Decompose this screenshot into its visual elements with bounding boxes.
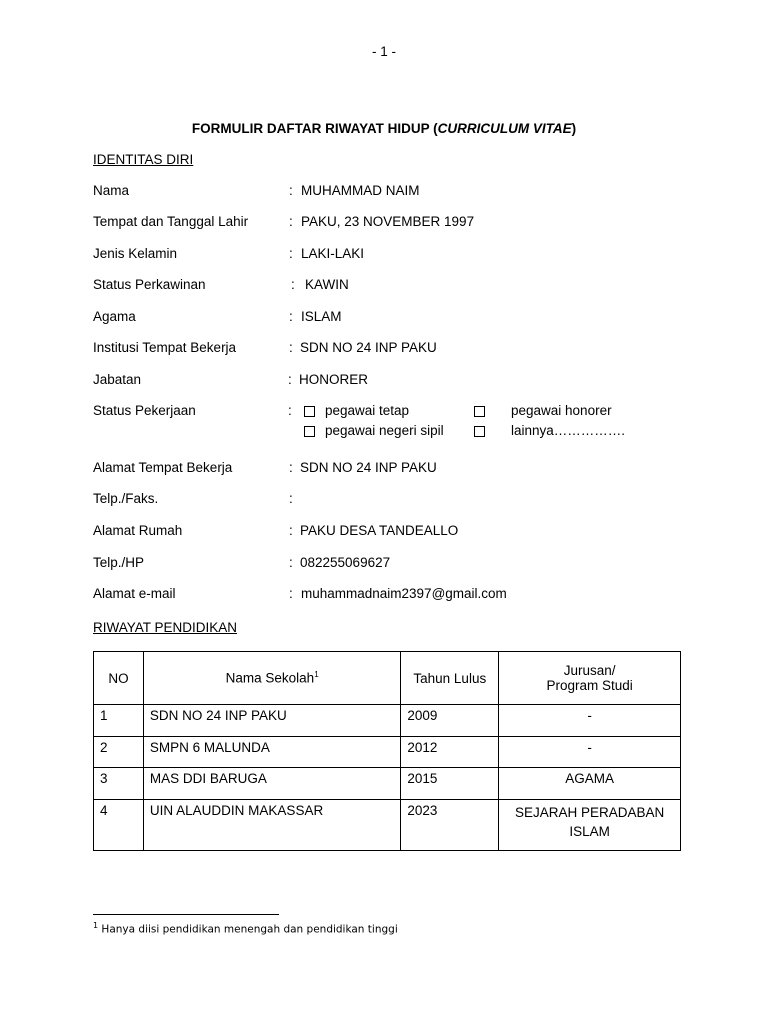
footnote — [93, 921, 398, 936]
field-row-telp-hp — [93, 555, 693, 575]
cell-school: MAS DDI BARUGA — [143, 768, 400, 800]
field-row-alamat-rumah — [93, 523, 693, 543]
field-row-status-pekerjaan — [93, 403, 693, 443]
header-major-line1: Jurusan/ — [563, 663, 616, 678]
field-value: muhammadnaim2397@gmail.com — [301, 586, 507, 601]
field-label: Status Pekerjaan — [93, 403, 196, 418]
checkbox-pegawai-negeri-sipil[interactable] — [304, 426, 315, 437]
cell-school: SMPN 6 MALUNDA — [143, 737, 400, 768]
field-value: KAWIN — [305, 277, 349, 292]
page-number: - 1 - — [371, 44, 396, 59]
title-italic: CURRICULUM VITAE — [437, 121, 572, 136]
field-label: Jenis Kelamin — [93, 246, 178, 261]
field-row-jenis-kelamin — [93, 246, 693, 266]
table-header-row — [94, 652, 681, 705]
cell-no: 2 — [94, 737, 144, 768]
checkbox-lainnya[interactable] — [474, 426, 485, 437]
cell-major-line1: - — [587, 708, 592, 723]
field-colon: : — [289, 555, 293, 570]
footnote-separator — [93, 914, 279, 915]
table-row — [94, 768, 681, 800]
cell-no: 1 — [94, 705, 144, 737]
field-value: MUHAMMAD NAIM — [301, 183, 420, 198]
cell-major — [499, 800, 681, 851]
field-label: Alamat Tempat Bekerja — [93, 460, 233, 475]
footnote-mark: 1 — [314, 670, 319, 680]
cell-major-line1: AGAMA — [565, 771, 614, 786]
field-row-institusi — [93, 340, 693, 360]
field-colon: : — [289, 214, 293, 229]
field-label: Agama — [93, 309, 136, 324]
cell-no: 3 — [94, 768, 144, 800]
field-label: Telp./Faks. — [93, 491, 159, 506]
field-colon: : — [288, 403, 292, 418]
cell-year: 2023 — [401, 800, 499, 851]
field-colon: : — [288, 372, 292, 387]
cell-school: SDN NO 24 INP PAKU — [143, 705, 400, 737]
field-colon: : — [289, 246, 293, 261]
checkbox-label: pegawai tetap — [325, 403, 410, 418]
section-heading-education: RIWAYAT PENDIDIKAN — [93, 620, 238, 635]
cell-year: 2012 — [401, 737, 499, 768]
field-row-jabatan — [93, 372, 693, 392]
header-major-line2: Program Studi — [546, 678, 633, 693]
field-label: Alamat e-mail — [93, 586, 176, 601]
field-colon: : — [289, 586, 293, 601]
field-colon: : — [289, 183, 293, 198]
field-label: Tempat dan Tanggal Lahir — [93, 214, 249, 229]
title-suffix: ) — [571, 121, 577, 136]
cell-major — [499, 768, 681, 800]
field-label: Status Perkawinan — [93, 277, 206, 292]
field-label: Jabatan — [93, 372, 142, 387]
field-colon: : — [289, 309, 293, 324]
field-row-telp-faks — [93, 491, 693, 511]
cell-no: 4 — [94, 800, 144, 851]
field-value: PAKU, 23 NOVEMBER 1997 — [301, 214, 475, 229]
field-value: SDN NO 24 INP PAKU — [300, 460, 437, 475]
checkbox-pegawai-tetap[interactable] — [304, 406, 315, 417]
header-major — [499, 652, 681, 705]
field-value: PAKU DESA TANDEALLO — [300, 523, 459, 538]
field-value: ISLAM — [301, 309, 342, 324]
cell-major-line1: - — [587, 740, 592, 755]
cell-major-line1: SEJARAH PERADABAN — [514, 805, 665, 820]
table-row — [94, 737, 681, 768]
section-heading-identity: IDENTITAS DIRI — [93, 152, 194, 167]
checkbox-label: pegawai negeri sipil — [325, 423, 444, 438]
cell-major — [499, 737, 681, 768]
field-colon: : — [291, 277, 295, 292]
field-row-nama — [93, 183, 693, 203]
field-colon: : — [289, 340, 293, 355]
education-table — [93, 651, 681, 851]
footnote-text: Hanya diisi pendidikan menengah dan pendidikan tinggi — [98, 923, 398, 936]
field-row-ttl — [93, 214, 693, 234]
cell-year: 2009 — [401, 705, 499, 737]
field-value: SDN NO 24 INP PAKU — [300, 340, 437, 355]
field-colon: : — [289, 523, 293, 538]
field-label: Telp./HP — [93, 555, 145, 570]
header-no: NO — [94, 652, 144, 705]
document-title — [0, 121, 768, 136]
field-row-agama — [93, 309, 693, 329]
checkbox-label: lainnya……………. — [511, 423, 626, 438]
field-value: HONORER — [299, 372, 369, 387]
title-prefix: FORMULIR DAFTAR RIWAYAT HIDUP ( — [191, 121, 438, 136]
field-label: Alamat Rumah — [93, 523, 183, 538]
field-colon: : — [289, 460, 293, 475]
field-row-alamat-kerja — [93, 460, 693, 480]
checkbox-label: pegawai honorer — [511, 403, 612, 418]
cell-school: UIN ALAUDDIN MAKASSAR — [143, 800, 400, 851]
header-school — [143, 652, 400, 705]
field-label: Nama — [93, 183, 130, 198]
checkbox-pegawai-honorer[interactable] — [474, 406, 485, 417]
field-value: 082255069627 — [300, 555, 391, 570]
table-row — [94, 705, 681, 737]
cell-year: 2015 — [401, 768, 499, 800]
cell-major — [499, 705, 681, 737]
cell-major-line2: ISLAM — [569, 824, 610, 839]
header-school-label: Nama Sekolah — [225, 670, 315, 686]
field-colon: : — [289, 491, 293, 506]
field-label: Institusi Tempat Bekerja — [93, 340, 237, 355]
field-row-email — [93, 586, 693, 606]
header-year: Tahun Lulus — [401, 652, 499, 705]
footnote-mark: 1 — [93, 921, 99, 930]
field-row-status-perkawinan — [93, 277, 693, 297]
field-value: LAKI-LAKI — [301, 246, 365, 261]
table-row — [94, 800, 681, 851]
